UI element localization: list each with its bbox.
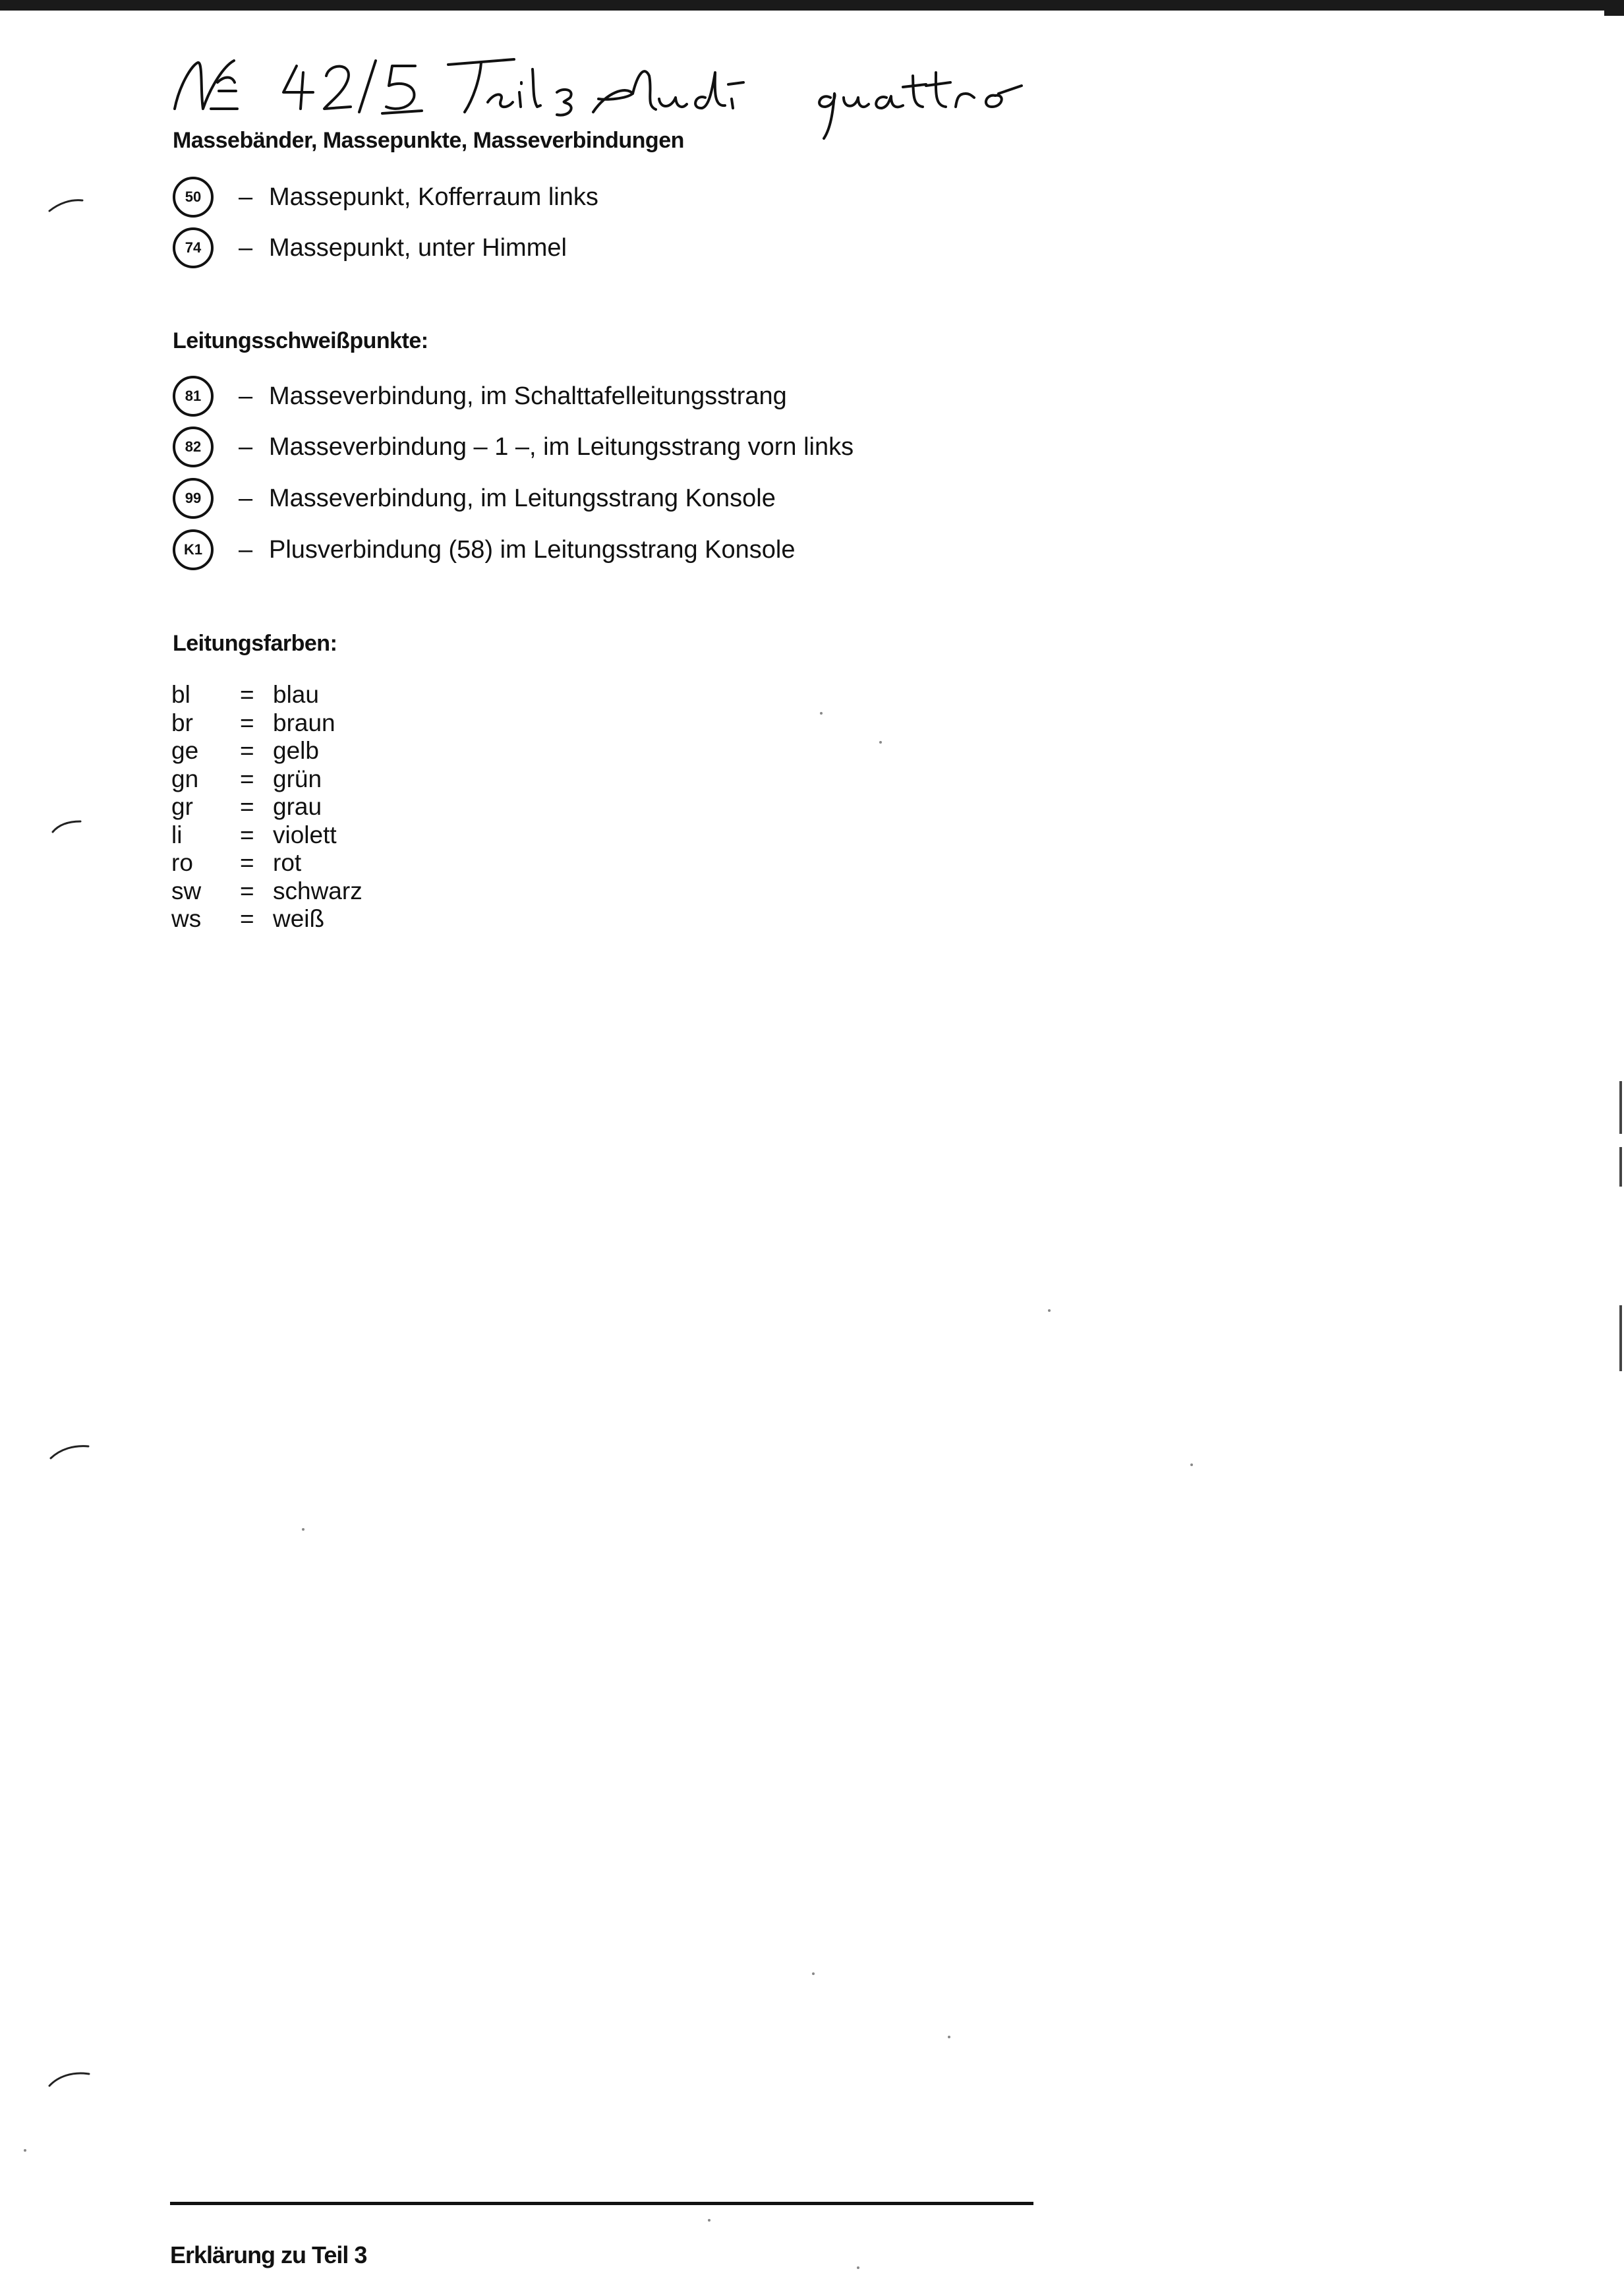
list-item (173, 174, 598, 220)
scan-top-edge (0, 0, 1624, 11)
item-description: Massepunkt, unter Himmel (269, 233, 567, 262)
dash: – (239, 382, 253, 410)
color-row (171, 737, 362, 765)
color-name: gelb (273, 737, 319, 765)
list-item (173, 225, 567, 271)
color-row (171, 765, 362, 794)
color-name: schwarz (273, 877, 362, 904)
color-name: weiß (273, 905, 325, 933)
scan-edge-artifact (1619, 1147, 1622, 1187)
equals-sign: = (240, 793, 254, 821)
equals-sign: = (240, 905, 254, 933)
color-name: braun (273, 709, 335, 736)
margin-mark (47, 1437, 94, 1463)
weld-point-badge: K1 (173, 529, 214, 570)
scan-edge-artifact (1619, 1305, 1622, 1371)
color-code: ro (171, 849, 193, 877)
color-row (171, 793, 362, 821)
heading-leitungsschweisspunkte: Leitungsschweißpunkte: (173, 328, 428, 353)
dash: – (239, 432, 253, 461)
dash: – (239, 233, 253, 262)
margin-mark (47, 811, 94, 837)
dash: – (239, 183, 253, 211)
equals-sign: = (240, 877, 254, 904)
equals-sign: = (240, 821, 254, 848)
scan-speck (879, 741, 882, 744)
color-code: ws (171, 905, 202, 933)
equals-sign: = (240, 849, 254, 877)
color-name: blau (273, 681, 319, 709)
equals-sign: = (240, 709, 254, 736)
color-row (171, 681, 362, 709)
weld-point-badge: 82 (173, 427, 214, 467)
scan-top-corner (1604, 7, 1624, 16)
dash: – (239, 535, 253, 564)
scan-speck (708, 2219, 710, 2222)
wire-color-list (171, 681, 362, 933)
color-row (171, 709, 362, 738)
heading-leitungsfarben: Leitungsfarben: (173, 631, 337, 656)
color-row (171, 849, 362, 877)
footer-rule (170, 2202, 1033, 2205)
scan-edge-artifact (1619, 1081, 1622, 1134)
scan-speck (948, 2036, 950, 2038)
color-code: li (171, 821, 183, 848)
item-description: Masseverbindung – 1 –, im Leitungsstrang vorn links (269, 432, 854, 461)
scan-speck (1048, 1309, 1051, 1312)
ground-point-badge: 74 (173, 227, 214, 268)
item-description: Masseverbindung, im Leitungsstrang Konsole (269, 484, 776, 512)
margin-mark (46, 191, 92, 218)
ground-point-badge: 50 (173, 177, 214, 218)
color-code: ge (171, 737, 199, 765)
color-row (171, 821, 362, 850)
list-item (173, 475, 776, 521)
item-description: Massepunkt, Kofferraum links (269, 183, 598, 211)
color-name: violett (273, 821, 337, 848)
footer-caption: Erklärung zu Teil 3 (170, 2241, 367, 2268)
item-description: Plusverbindung (58) im Leitungsstrang Konsole (269, 535, 796, 564)
scan-speck (857, 2266, 859, 2269)
scan-speck (812, 1972, 815, 1975)
heading-massebaender: Massebänder, Massepunkte, Masseverbindungen (173, 128, 684, 153)
color-code: bl (171, 681, 190, 709)
list-item (173, 373, 787, 419)
color-row (171, 877, 362, 906)
color-name: grau (273, 793, 322, 821)
color-code: gn (171, 765, 199, 792)
color-code: sw (171, 877, 202, 904)
weld-point-badge: 99 (173, 478, 214, 519)
equals-sign: = (240, 681, 254, 709)
list-item (173, 527, 795, 573)
color-code: br (171, 709, 193, 736)
equals-sign: = (240, 737, 254, 765)
scan-speck (820, 712, 823, 715)
scan-speck (302, 1528, 304, 1531)
margin-mark (46, 2063, 92, 2090)
list-item (173, 424, 854, 470)
scan-speck (1190, 1463, 1193, 1466)
item-description: Masseverbindung, im Schalttafelleitungsstrang (269, 382, 787, 410)
color-row (171, 905, 362, 933)
equals-sign: = (240, 765, 254, 792)
color-name: grün (273, 765, 322, 792)
color-name: rot (273, 849, 302, 877)
weld-point-badge: 81 (173, 376, 214, 417)
dash: – (239, 484, 253, 512)
color-code: gr (171, 793, 193, 821)
scan-speck (24, 2149, 26, 2152)
